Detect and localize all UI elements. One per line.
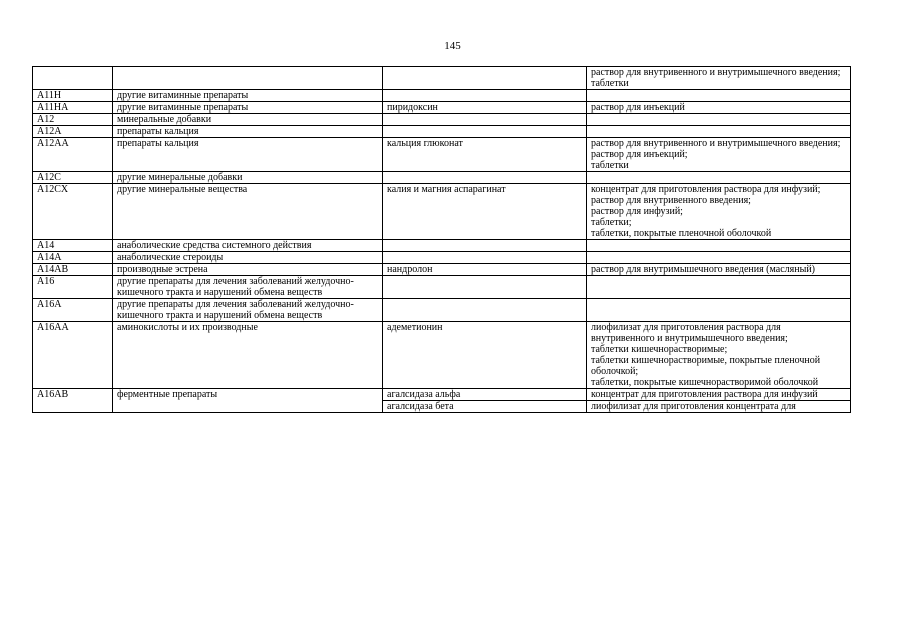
atc-code-cell: A11HA xyxy=(33,102,113,114)
table-row xyxy=(33,322,851,389)
atc-code-cell: A16A xyxy=(33,299,113,322)
substance-cell xyxy=(383,276,587,299)
atc-code-cell: A12 xyxy=(33,114,113,126)
table-row xyxy=(33,252,851,264)
table-row xyxy=(33,138,851,172)
dosage-form-cell xyxy=(587,90,851,102)
group-cell: другие витаминные препараты xyxy=(113,102,383,114)
dosage-form-cell xyxy=(587,172,851,184)
dosage-form-cell: лиофилизат для приготовления концентрата для xyxy=(587,401,851,413)
substance-cell xyxy=(383,299,587,322)
table-row xyxy=(33,67,851,90)
atc-code-cell: A11H xyxy=(33,90,113,102)
atc-code-cell: A16AB xyxy=(33,389,113,413)
table-row xyxy=(33,184,851,240)
table-row xyxy=(33,299,851,322)
substance-cell: нандролон xyxy=(383,264,587,276)
table-row xyxy=(33,264,851,276)
table-body xyxy=(33,67,851,413)
atc-code-cell: A16AA xyxy=(33,322,113,389)
group-cell: другие препараты для лечения заболеваний желудочно-кишечного тракта и нарушений обмена веществ xyxy=(113,276,383,299)
group-cell: анаболические стероиды xyxy=(113,252,383,264)
dosage-form-cell xyxy=(587,299,851,322)
substance-cell xyxy=(383,172,587,184)
table-row xyxy=(33,172,851,184)
substance-cell xyxy=(383,114,587,126)
atc-code-cell: A12AA xyxy=(33,138,113,172)
group-cell: другие препараты для лечения заболеваний желудочно-кишечного тракта и нарушений обмена веществ xyxy=(113,299,383,322)
dosage-form-cell: раствор для внутривенного и внутримышечного введения; таблетки xyxy=(587,67,851,90)
substance-cell: агалсидаза альфа xyxy=(383,389,587,401)
group-cell: препараты кальция xyxy=(113,126,383,138)
group-cell: анаболические средства системного действия xyxy=(113,240,383,252)
page-number: 145 xyxy=(444,40,461,52)
group-cell: аминокислоты и их производные xyxy=(113,322,383,389)
dosage-form-cell xyxy=(587,276,851,299)
atc-code-cell: A14 xyxy=(33,240,113,252)
table-row xyxy=(33,114,851,126)
substance-cell: пиридоксин xyxy=(383,102,587,114)
atc-code-cell: A14AB xyxy=(33,264,113,276)
dosage-form-cell: концентрат для приготовления раствора для инфузий; раствор для внутривенного введения; раствор для инфузий; таблетки; таблетки, покрытые пленочной оболочкой xyxy=(587,184,851,240)
atc-code-cell xyxy=(33,67,113,90)
atc-code-cell: A12A xyxy=(33,126,113,138)
dosage-form-cell: раствор для внутримышечного введения (масляный) xyxy=(587,264,851,276)
dosage-form-cell xyxy=(587,252,851,264)
drug-table xyxy=(32,66,851,413)
group-cell: другие минеральные вещества xyxy=(113,184,383,240)
atc-code-cell: A12CX xyxy=(33,184,113,240)
substance-cell: адеметионин xyxy=(383,322,587,389)
group-cell: минеральные добавки xyxy=(113,114,383,126)
group-cell: ферментные препараты xyxy=(113,389,383,413)
substance-cell xyxy=(383,67,587,90)
group-cell: производные эстрена xyxy=(113,264,383,276)
atc-code-cell: A14A xyxy=(33,252,113,264)
dosage-form-cell xyxy=(587,126,851,138)
group-cell: другие минеральные добавки xyxy=(113,172,383,184)
table-row xyxy=(33,389,851,401)
substance-cell: калия и магния аспарагинат xyxy=(383,184,587,240)
table-row xyxy=(33,102,851,114)
table-row xyxy=(33,240,851,252)
substance-cell xyxy=(383,240,587,252)
table-row xyxy=(33,90,851,102)
substance-cell: агалсидаза бета xyxy=(383,401,587,413)
dosage-form-cell xyxy=(587,240,851,252)
table-row xyxy=(33,276,851,299)
dosage-form-cell xyxy=(587,114,851,126)
atc-code-cell: A12C xyxy=(33,172,113,184)
substance-cell xyxy=(383,126,587,138)
dosage-form-cell: раствор для инъекций xyxy=(587,102,851,114)
group-cell xyxy=(113,67,383,90)
substance-cell xyxy=(383,90,587,102)
group-cell: препараты кальция xyxy=(113,138,383,172)
table-row xyxy=(33,126,851,138)
substance-cell xyxy=(383,252,587,264)
dosage-form-cell: лиофилизат для приготовления раствора для внутривенного и внутримышечного введения; таблетки кишечнорастворимые; таблетки кишечнорастворимые, покрытые пленочной оболочкой; таблетки, покрытые кишечнорастворимой оболочкой xyxy=(587,322,851,389)
dosage-form-cell: концентрат для приготовления раствора для инфузий xyxy=(587,389,851,401)
dosage-form-cell: раствор для внутривенного и внутримышечного введения; раствор для инъекций; таблетки xyxy=(587,138,851,172)
substance-cell: кальция глюконат xyxy=(383,138,587,172)
group-cell: другие витаминные препараты xyxy=(113,90,383,102)
atc-code-cell: A16 xyxy=(33,276,113,299)
